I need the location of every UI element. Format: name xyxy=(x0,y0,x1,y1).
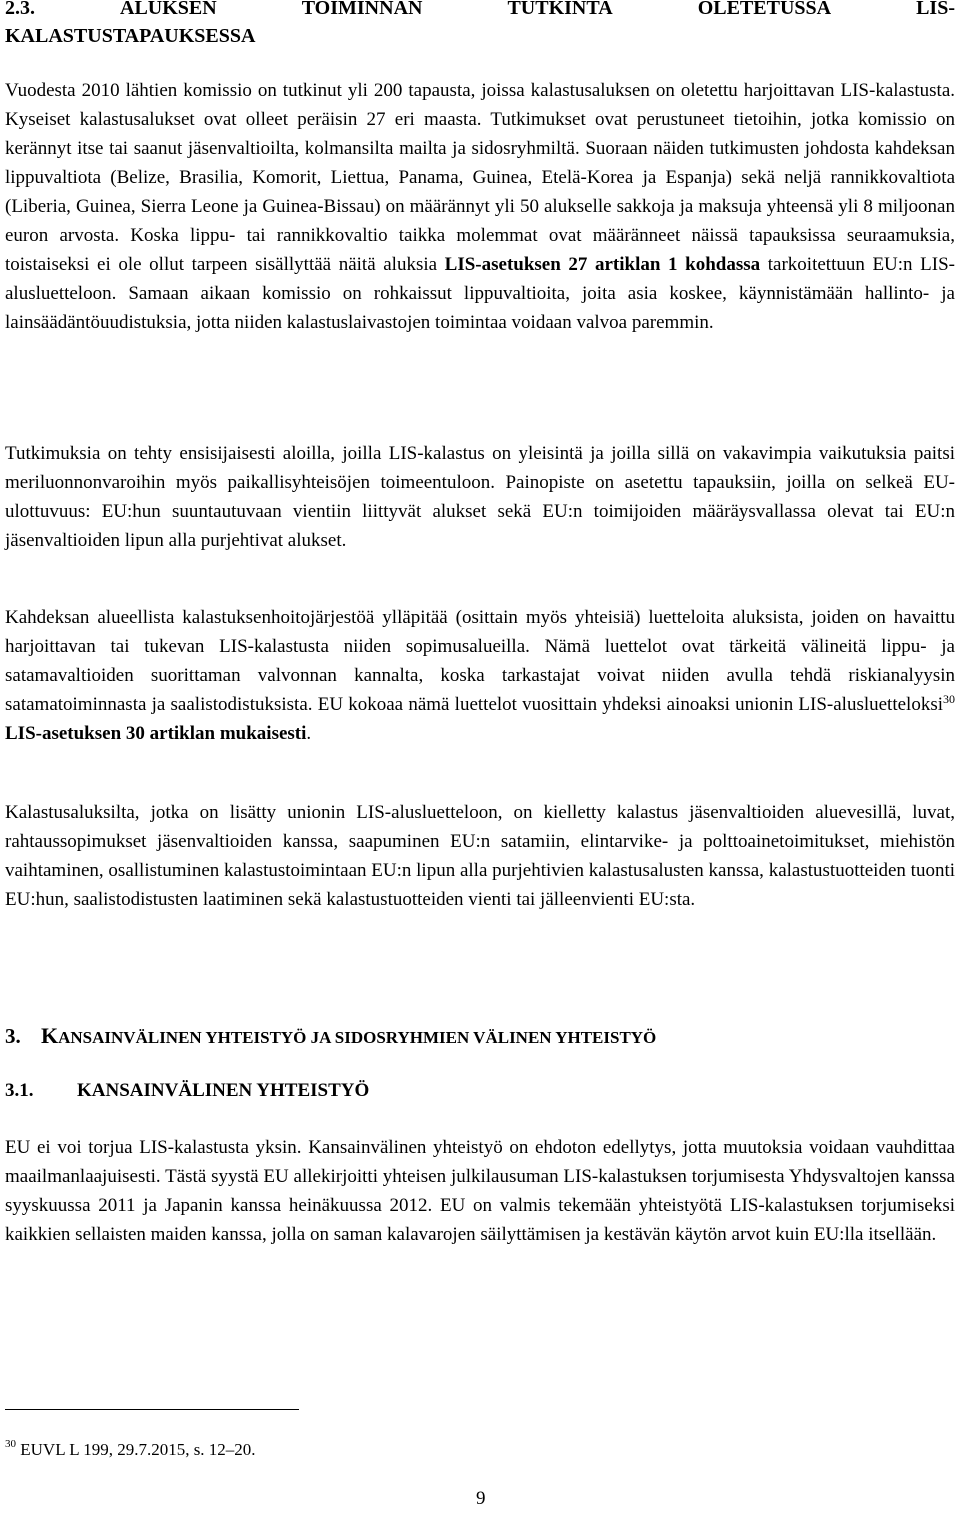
title-initial: K xyxy=(41,1023,59,1048)
paragraph-text: tarkoitettuun EU:n LIS-alusluetteloon. Samaan aikaan komissio on rohkaissut lippuvaltioita, joita asia koskee, käynnistämään hallinto- ja lainsäädäntöuudistuksia, jotta niiden kalastuslaivastojen toimintaa voidaan valvoa paremmin. xyxy=(5,254,955,333)
page-number: 9 xyxy=(476,1488,486,1509)
title-word: ALUKSEN xyxy=(120,0,217,19)
section-2-3-heading xyxy=(5,0,955,50)
paragraph-text: Kahdeksan alueellista kalastuksenhoitojärjestöä ylläpitää (osittain myös yhteisiä) luetteloita aluksista, joiden on havaittu harjoittavan tai tukevan LIS-kalastusta niiden sopimusalueilla. Nämä luettelot ovat tärkeitä välineitä lippu- ja satamavaltioiden suorittaman valvonnan kannalta, koska tarkastajat voivat niiden avulla tehdä riskianalyysin satamatoiminnasta ja saalistodistuksista. EU kokoaa nämä luettelot vuosittain yhdeksi ainoaksi unionin LIS-alusluetteloksi xyxy=(5,607,955,715)
section-number: 3. xyxy=(5,1024,21,1048)
paragraph-4 xyxy=(5,798,955,914)
paragraph-text: Kalastusaluksilta, jotka on lisätty unionin LIS-alusluetteloon, on kielletty kalastus jäsenvaltioiden aluevesillä, luvat, rahtaussopimukset jäsenvaltioiden kanssa, saapuminen EU:n satamiin, elintarvike- ja polttoainetoimitukset, miehistön vaihtaminen, osallistuminen kalastustoimintaan EU:n lipun alla purjehtivien kalastusalusten kanssa, kalastustuotteiden tuonti EU:hun, saalistodistusten laatiminen sekä kalastustuotteiden vienti tai jälleenvienti EU:sta. xyxy=(5,802,955,910)
title-word: TUTKINTA xyxy=(507,0,613,19)
paragraph-3 xyxy=(5,603,955,748)
footnote-text: EUVL L 199, 29.7.2015, s. 12–20. xyxy=(16,1440,256,1459)
paragraph-2 xyxy=(5,439,955,555)
section-3-heading xyxy=(5,1022,955,1052)
footnote-number: 30 xyxy=(5,1438,16,1450)
paragraph-text: . xyxy=(306,723,312,744)
title-word: TOIMINNAN xyxy=(301,0,423,19)
paragraph-5 xyxy=(5,1133,955,1249)
section-3-1-heading xyxy=(5,1077,955,1105)
section-number: 2.3. xyxy=(5,0,35,19)
section-2-3-title-line2: KALASTUSTAPAUKSESSA xyxy=(5,25,256,47)
section-2-3-title-line1 xyxy=(5,0,955,22)
paragraph-text: Tutkimuksia on tehty ensisijaisesti aloilla, joilla LIS-kalastus on yleisintä ja joilla sillä on vakavimpia vaikutuksia paitsi meriluonnonvaroihin myös paikallisyhteisöjen toimeentuloon. Painopiste on asetettu tapauksiin, joilla on selkeä EU-ulottuvuus: EU:hun suuntautuvaan vientiin liittyvät alukset sekä EU:n toimijoiden määräysvallassa olevat tai EU:n jäsenvaltioiden lipun alla purjehtivat alukset. xyxy=(5,443,955,551)
footnote-reference[interactable]: 30 xyxy=(943,692,955,706)
paragraph-1 xyxy=(5,76,955,337)
section-number: 3.1. xyxy=(5,1080,34,1101)
section-title: KANSAINVÄLINEN YHTEISTYÖ xyxy=(77,1080,370,1101)
bold-reference: LIS-asetuksen 27 artiklan 1 kohdassa xyxy=(444,254,761,275)
bold-reference: LIS-asetuksen 30 artiklan mukaisesti xyxy=(5,723,307,744)
title-word: LIS- xyxy=(916,0,955,19)
footnote xyxy=(5,1438,256,1462)
title-word: OLETETUSSA xyxy=(697,0,832,19)
footnote-divider xyxy=(5,1409,299,1410)
paragraph-text: Vuodesta 2010 lähtien komissio on tutkinut yli 200 tapausta, joissa kalastusaluksen on oletettu harjoittavan LIS-kalastusta. Kyseiset kalastusalukset ovat olleet peräisin 27 eri maasta. Tutkimukset ovat perustuneet tietoihin, jotka komissio on kerännyt itse tai saanut jäsenvaltioilta, kolmansilta mailta ja sidosryhmiltä. Suoraan näiden tutkimusten johdosta kahdeksan lippuvaltiota (Belize, Brasilia, Komorit, Liettua, Panama, Guinea, Etelä-Korea ja Espanja) sekä neljä rannikkovaltiota (Liberia, Guinea, Sierra Leone ja Guinea-Bissau) on määrännyt yli 50 alukselle sakkoja ja maksuja yhteensä yli 8 miljoonan euron arvosta. Koska lippu- tai rannikkovaltio taikka molemmat ovat määränneet näissä tapauksissa seuraamuksia, toistaiseksi ei ole ollut tarpeen sisällyttää näitä aluksia xyxy=(5,80,955,275)
title-rest: ANSAINVÄLINEN YHTEISTYÖ JA SIDOSRYHMIEN VÄLINEN YHTEISTYÖ xyxy=(58,1028,657,1047)
paragraph-text: EU ei voi torjua LIS-kalastusta yksin. Kansainvälinen yhteistyö on ehdoton edellytys, jotta muutoksia voidaan vauhdittaa maailmanlaajuisesti. Tästä syystä EU allekirjoitti yhteisen julkilausuman LIS-kalastuksen torjumisesta Yhdysvaltojen kanssa syyskuussa 2011 ja Japanin kanssa heinäkuussa 2012. EU on valmis tekemään yhteistyötä LIS-kalastuksen torjumiseksi kaikkien sellaisten maiden kanssa, jolla on saman kalavarojen säilyttämisen ja kestävän käytön arvot kuin EU:lla itsellään. xyxy=(5,1137,955,1245)
